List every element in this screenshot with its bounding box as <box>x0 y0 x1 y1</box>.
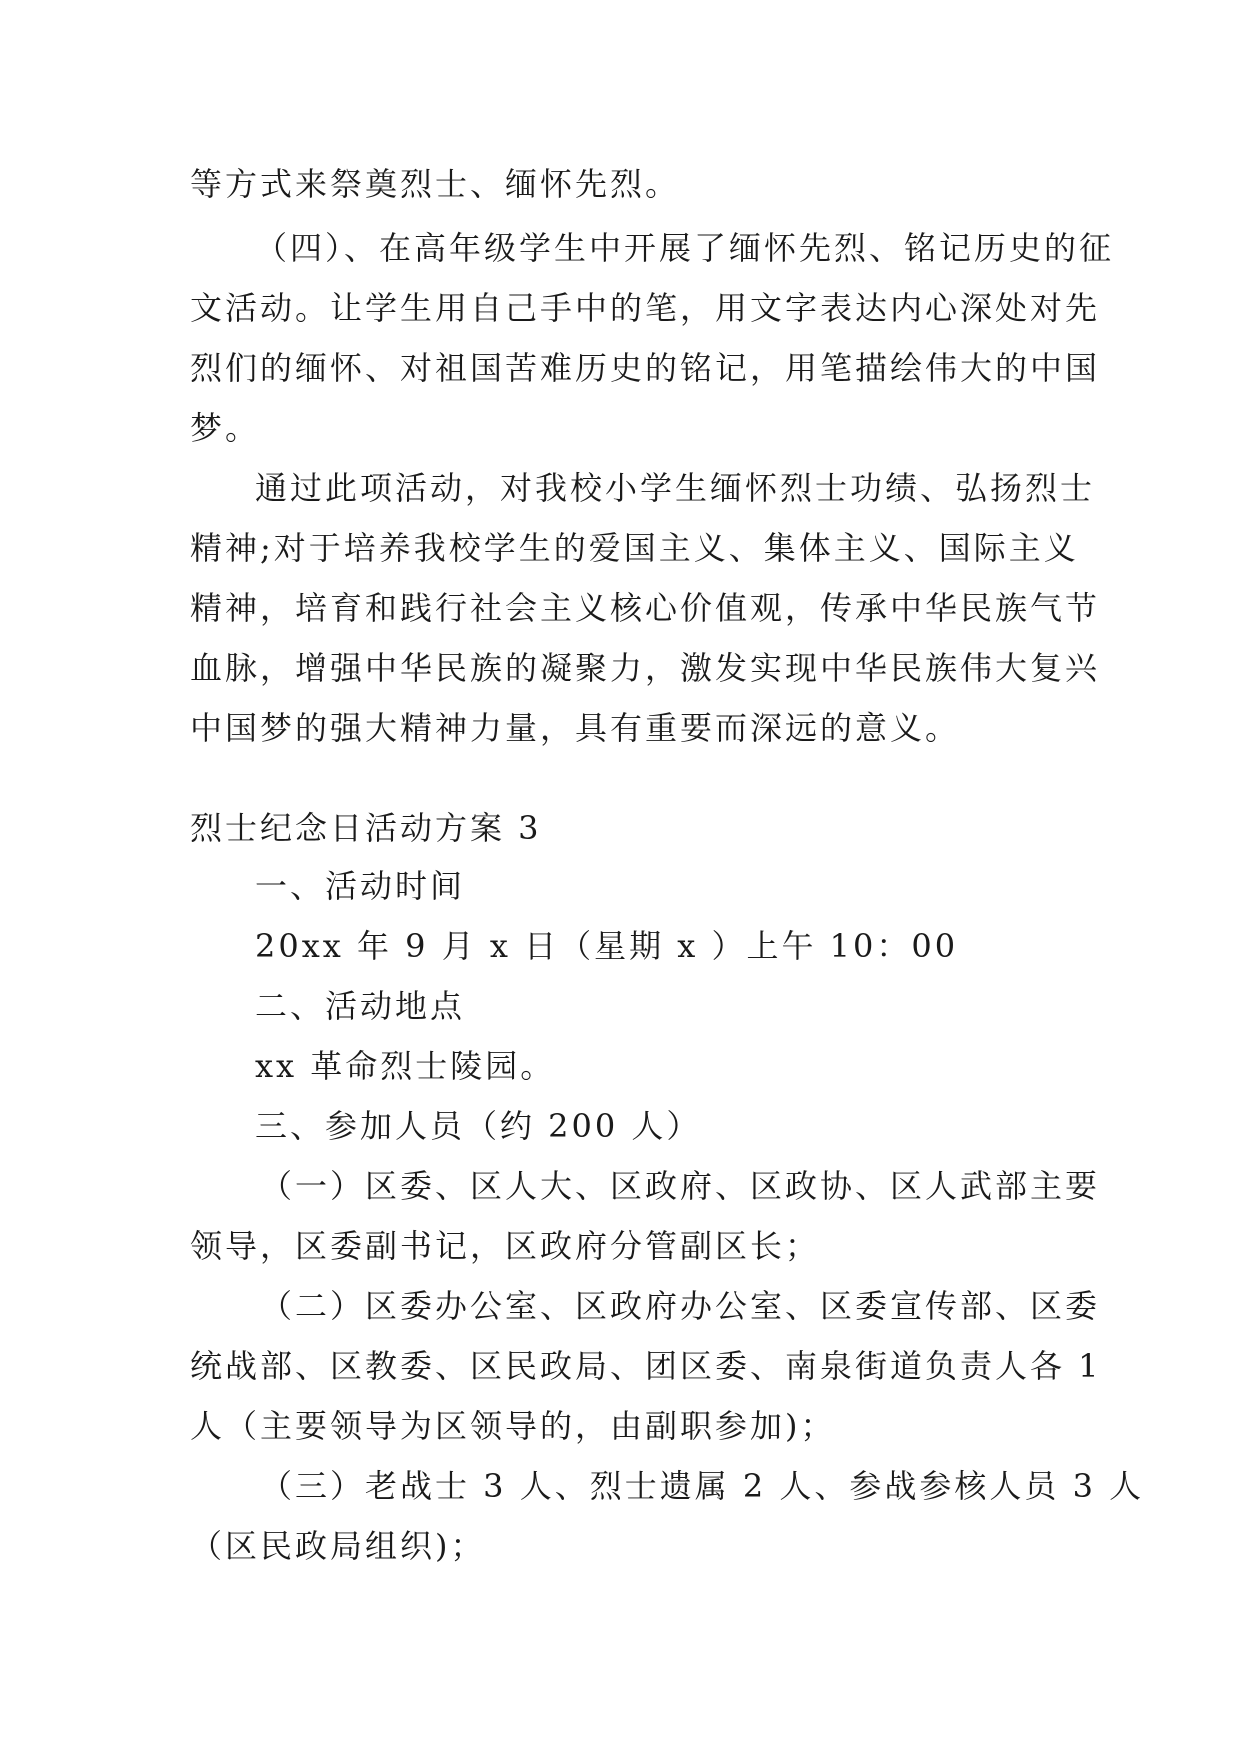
heading-line: 一、活动时间 <box>255 867 466 905</box>
paragraph-line: 梦。 <box>190 409 261 447</box>
paragraph-line: 等方式来祭奠烈士、缅怀先烈。 <box>190 165 681 203</box>
paragraph-line: 精神，培育和践行社会主义核心价值观，传承中华民族气节 <box>190 589 1101 627</box>
heading-line: 二、活动地点 <box>255 987 466 1025</box>
paragraph-line: 中国梦的强大精神力量，具有重要而深远的意义。 <box>190 709 961 747</box>
paragraph-line: （四）、在高年级学生中开展了缅怀先烈、铭记历史的征 <box>255 229 1115 267</box>
paragraph-line: 领导，区委副书记，区政府分管副区长； <box>190 1227 821 1265</box>
paragraph-line: 文活动。让学生用自己手中的笔，用文字表达内心深处对先 <box>190 289 1101 327</box>
paragraph-line: （三）老战士 3 人、烈士遗属 2 人、参战参核人员 3 人 <box>260 1467 1145 1505</box>
paragraph-line: 血脉，增强中华民族的凝聚力，激发实现中华民族伟大复兴 <box>190 649 1101 687</box>
paragraph-line: xx 革命烈士陵园。 <box>255 1047 556 1085</box>
paragraph-line: 烈们的缅怀、对祖国苦难历史的铭记，用笔描绘伟大的中国 <box>190 349 1101 387</box>
section-title: 烈士纪念日活动方案 3 <box>190 809 542 847</box>
paragraph-line: 通过此项活动，对我校小学生缅怀烈士功绩、弘扬烈士 <box>255 469 1096 507</box>
paragraph-line: 精神;对于培养我校学生的爱国主义、集体主义、国际主义 <box>190 529 1079 567</box>
paragraph-line: （区民政局组织)； <box>190 1527 486 1565</box>
paragraph-line: （一）区委、区人大、区政府、区政协、区人武部主要 <box>260 1167 1101 1205</box>
paragraph-line: 20xx 年 9 月 x 日（星期 x ）上午 10：00 <box>255 927 959 965</box>
paragraph-line: 人（主要领导为区领导的，由副职参加)； <box>190 1407 836 1445</box>
paragraph-line: （二）区委办公室、区政府办公室、区委宣传部、区委 <box>260 1287 1101 1325</box>
heading-line: 三、参加人员（约 200 人） <box>255 1107 702 1145</box>
paragraph-line: 统战部、区教委、区民政局、团区委、南泉街道负责人各 1 <box>190 1347 1102 1385</box>
